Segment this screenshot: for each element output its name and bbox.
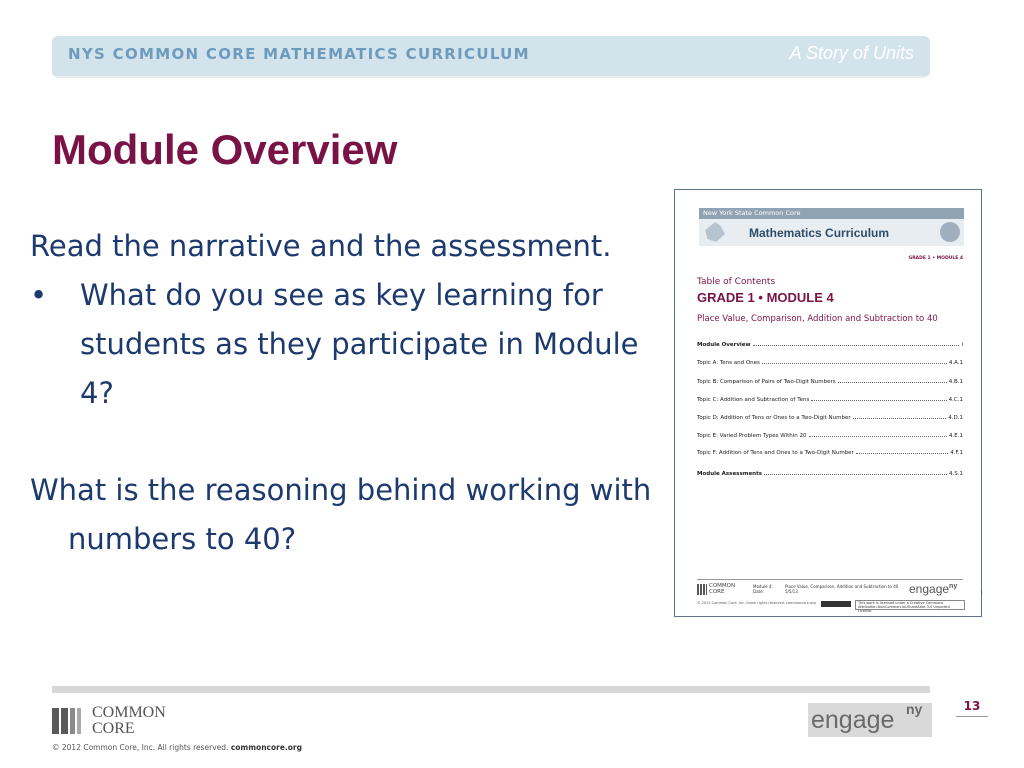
toc-leader bbox=[764, 471, 947, 475]
header-banner bbox=[52, 36, 930, 78]
emblem-icon bbox=[940, 222, 960, 242]
toc-entry-page: 4.A.1 bbox=[948, 360, 963, 366]
doc-header-title: Mathematics Curriculum bbox=[749, 226, 890, 240]
doc-common-core-logo bbox=[697, 583, 747, 597]
doc-footer-divider bbox=[697, 579, 963, 580]
engage-ny-logo: engage ny bbox=[808, 703, 932, 737]
common-core-bars-icon bbox=[52, 708, 84, 734]
toc-leader bbox=[856, 450, 948, 454]
toc-entry bbox=[697, 379, 963, 385]
tagline: A Story of Units bbox=[789, 43, 914, 63]
toc-leader bbox=[811, 397, 946, 401]
doc-license: This work is licensed under a Creative Commons Attribution-NonCommercial-ShareAlike 3.0 Unported License. bbox=[855, 600, 965, 610]
document-thumbnail bbox=[674, 189, 982, 617]
toc-entry-label: Topic F: Addition of Tens and Ones to a Two-Digit Number bbox=[697, 450, 854, 456]
toc-entry bbox=[697, 415, 963, 421]
common-core-wordmark: COMMON CORE bbox=[92, 704, 166, 737]
doc-grade-module: GRADE 1 • MODULE 4 bbox=[697, 290, 834, 305]
slide-title: Module Overview bbox=[52, 126, 398, 173]
bullet-text: What do you see as key learning for students as they participate in Module 4? bbox=[80, 278, 639, 410]
toc-entry-label: Topic E: Varied Problem Types Within 20 bbox=[697, 433, 807, 439]
toc-entry bbox=[697, 433, 963, 439]
toc-entry bbox=[697, 450, 963, 456]
toc-leader bbox=[753, 342, 960, 346]
ny-state-map-icon bbox=[703, 222, 725, 242]
toc-entry bbox=[697, 342, 963, 348]
toc-entry-label: Module Assessments bbox=[697, 471, 762, 477]
spacer bbox=[30, 418, 680, 466]
creative-commons-badge-icon bbox=[821, 601, 851, 607]
toc-leader bbox=[762, 360, 947, 364]
curriculum-label: NYS COMMON CORE MATHEMATICS CURRICULUM bbox=[68, 45, 530, 63]
doc-grade-small: GRADE 1 • MODULE 4 bbox=[908, 256, 963, 261]
toc-entry-label: Topic B: Comparison of Pairs of Two-Digit Numbers bbox=[697, 379, 836, 385]
doc-toc-label: Table of Contents bbox=[697, 277, 776, 287]
toc-entry bbox=[697, 360, 963, 366]
doc-subtitle: Place Value, Comparison, Addition and Subtraction to 40 bbox=[697, 314, 938, 324]
toc-entry-label: Topic C: Addition and Subtraction of Tens bbox=[697, 397, 810, 403]
toc-entry-page: 4.B.1 bbox=[948, 379, 963, 385]
body-line-narrative: Read the narrative and the assessment. bbox=[30, 229, 612, 263]
toc-leader bbox=[853, 415, 947, 419]
doc-page-number: i bbox=[981, 590, 983, 596]
toc-entry-page: 4.C.1 bbox=[948, 397, 963, 403]
body-line-reasoning: What is the reasoning behind working with numbers to 40? bbox=[30, 473, 652, 556]
toc-leader bbox=[838, 379, 947, 383]
slide-body bbox=[30, 222, 680, 564]
toc-entry-page: 4.S.1 bbox=[949, 471, 963, 477]
toc-entry-label: Topic A: Tens and Ones bbox=[697, 360, 760, 366]
doc-cc-wordmark: COMMON CORE bbox=[709, 583, 736, 595]
bullet-item bbox=[30, 271, 680, 418]
toc-entry-page: i bbox=[961, 342, 963, 348]
toc-entry-label: Module Overview bbox=[697, 342, 751, 348]
toc-leader bbox=[809, 433, 948, 437]
doc-header bbox=[699, 208, 964, 246]
footer-divider bbox=[52, 686, 930, 693]
toc-entry-label: Topic D: Addition of Tens or Ones to a Two-Digit Number bbox=[697, 415, 851, 421]
doc-footer-module: Module 4: Date: bbox=[753, 584, 773, 594]
toc-entry bbox=[697, 397, 963, 403]
doc-copyright: © 2013 Common Core, Inc. Some rights reserved. commoncore.org bbox=[697, 601, 816, 605]
slide-page-number: 13 bbox=[956, 699, 988, 717]
toc-entry-page: 4.D.1 bbox=[948, 415, 963, 421]
toc-entry-page: 4.F.1 bbox=[950, 450, 963, 456]
commoncore-link[interactable]: commoncore.org bbox=[230, 743, 303, 752]
common-core-logo bbox=[52, 705, 192, 737]
bullet-dot: • bbox=[30, 278, 48, 312]
copyright-notice: © 2012 Common Core, Inc. All rights reserved. commoncore.org bbox=[52, 743, 303, 752]
doc-engage-logo: engage$^{ny}$ bbox=[909, 582, 958, 596]
doc-footer-desc: Place Value, Comparison, Addition and Subtraction to 40 5/5/13 bbox=[785, 584, 899, 594]
toc-entry bbox=[697, 471, 963, 477]
toc-entry-page: 4.E.1 bbox=[949, 433, 963, 439]
doc-header-strip: New York State Common Core bbox=[699, 208, 964, 219]
common-core-bars-icon bbox=[697, 584, 707, 595]
